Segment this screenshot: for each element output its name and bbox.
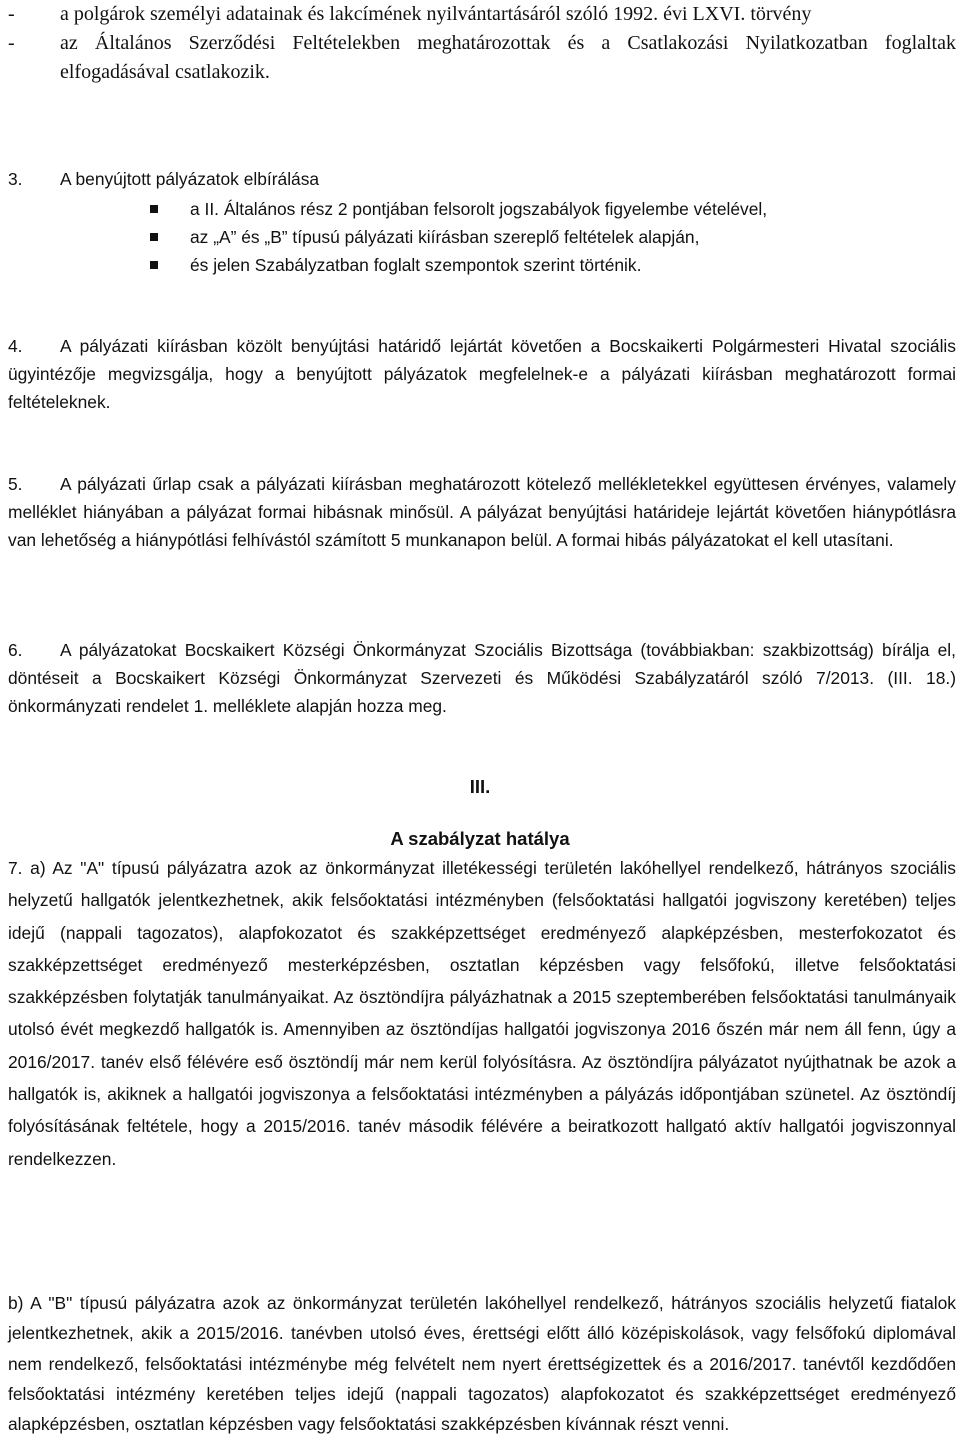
section-text: A pályázati kiírásban közölt benyújtási határidő lejártát követően a Bocskaikerti Polgármesteri Hivatal szociális ügyintézője megvizsgálja, hogy a benyújtott pályázatok megfelelnek-e a pályázati kiírásban meghatározott formai feltételeknek. (8, 336, 956, 412)
bullet-text: a II. Általános rész 2 pontjában felsorolt jogszabályok figyelembe vételével, (190, 198, 768, 219)
section-3-bullet-list (150, 195, 950, 279)
dash-item (8, 0, 956, 29)
dash-item-text: a polgárok személyi adatainak és lakcímének nyilvántartásáról szóló 1992. évi LXVI. törvény (60, 3, 812, 25)
square-bullet-icon (150, 205, 158, 213)
section-3-heading (8, 165, 319, 193)
dash-item-text: az Általános Szerződési Feltételekben meghatározottak és a Csatlakozási Nyilatkozatban foglaltak elfogadásával csatlakozik. (60, 32, 956, 83)
section-7a: 7. a) Az "A" típusú pályázatra azok az önkormányzat illetékességi területén lakóhellyel rendelkező, hátrányos szociális helyzetű hallgatók jelentkezhetnek, akik felsőoktatási intézményben (felsőoktatási hallgatói jogviszony keretében) teljes idejű (nappali tagozatos), alapfokozatot és szakképzettséget eredményező alapképzésben, mesterfokozatot és szakképzettséget eredményező mesterképzésben, osztatlan képzésben vagy felsőfokú, illetve felsőoktatási szakképzésben folytatják tanulmányaikat. Az ösztöndíjra pályázhatnak a 2015 szeptemberében felsőoktatási tanulmányaik utolsó évét megkezdő hallgatók is. Amennyiben az ösztöndíjas hallgatói jogviszonya 2016 őszén már nem áll fenn, úgy a 2016/2017. tanév első félévére eső ösztöndíj már nem kerül folyósításra. Az ösztöndíjra pályázatot nyújthatnak be azok a hallgatók is, akiknek a hallgatói jogviszonya a felsőoktatási intézményben a pályázás időpontjában szünetel. Az ösztöndíj folyósításának feltétele, hogy a 2015/2016. tanév második félévére a beiratkozott hallgató aktív hallgatói jogviszonnyal rendelkezzen. (8, 858, 956, 1169)
section-4 (8, 332, 956, 416)
bullet-item (150, 195, 950, 223)
dash-marker: - (8, 3, 15, 25)
square-bullet-icon (150, 233, 158, 241)
section-text: A pályázatokat Bocskaikert Községi Önkormányzat Szociális Bizottsága (továbbiakban: szakbizottság) bírálja el, döntéseit a Bocskaikert Községi Önkormányzat Szervezeti és Működési Szabályzatáról szóló 7/2013. (III. 18.) önkormányzati rendelet 1. melléklete alapján hozza meg. (8, 640, 956, 716)
bullet-item (150, 251, 950, 279)
bullet-text: az „A” és „B” típusú pályázati kiírásban szereplő feltételek alapján, (190, 226, 700, 247)
top-dash-list (8, 0, 956, 87)
section-6 (8, 636, 956, 720)
section-text: A pályázati űrlap csak a pályázati kiírásban meghatározott kötelező mellékletekkel együttesen érvényes, valamely melléklet hiányában a pályázat formai hibásnak minősül. A pályázat benyújtási határideje lejártát követően hiánypótlásra van lehetőség a hiánypótlási felhívástól számított 5 munkanapon belül. A formai hibás pályázatokat el kell utasítani. (8, 474, 956, 550)
dash-item (8, 29, 956, 87)
section-number: 6. (8, 640, 23, 660)
section-number: 4. (8, 336, 23, 356)
chapter-title: A szabályzat hatálya (390, 828, 570, 849)
section-number: 3. (8, 169, 23, 189)
chapter-number: III. (469, 776, 491, 797)
section-7b: b) A "B" típusú pályázatra azok az önkormányzat területén lakóhellyel rendelkező, hátrányos szociális helyzetű fiatalok jelentkezhetnek, akik a 2015/2016. tanévben utolsó éves, érettségi előtt álló középiskolások, vagy felsőfokú diplomával nem rendelkező, felsőoktatási intézménybe még felvételt nem nyert érettségizettek és a 2016/2017. tanévtől kezdődően felsőoktatási intézmény keretében teljes idejű (nappali tagozatos) alapfokozatot és szakképzettséget eredményező alapképzésben, osztatlan képzésben vagy felsőoktatási szakképzésben kívánnak részt venni. (8, 1293, 956, 1435)
dash-marker: - (8, 32, 15, 54)
bullet-item (150, 223, 950, 251)
bullet-text: és jelen Szabályzatban foglalt szempontok szerint történik. (190, 254, 642, 275)
square-bullet-icon (150, 261, 158, 269)
section-title: A benyújtott pályázatok elbírálása (60, 169, 320, 189)
section-number: 5. (8, 474, 23, 494)
section-5 (8, 470, 956, 554)
